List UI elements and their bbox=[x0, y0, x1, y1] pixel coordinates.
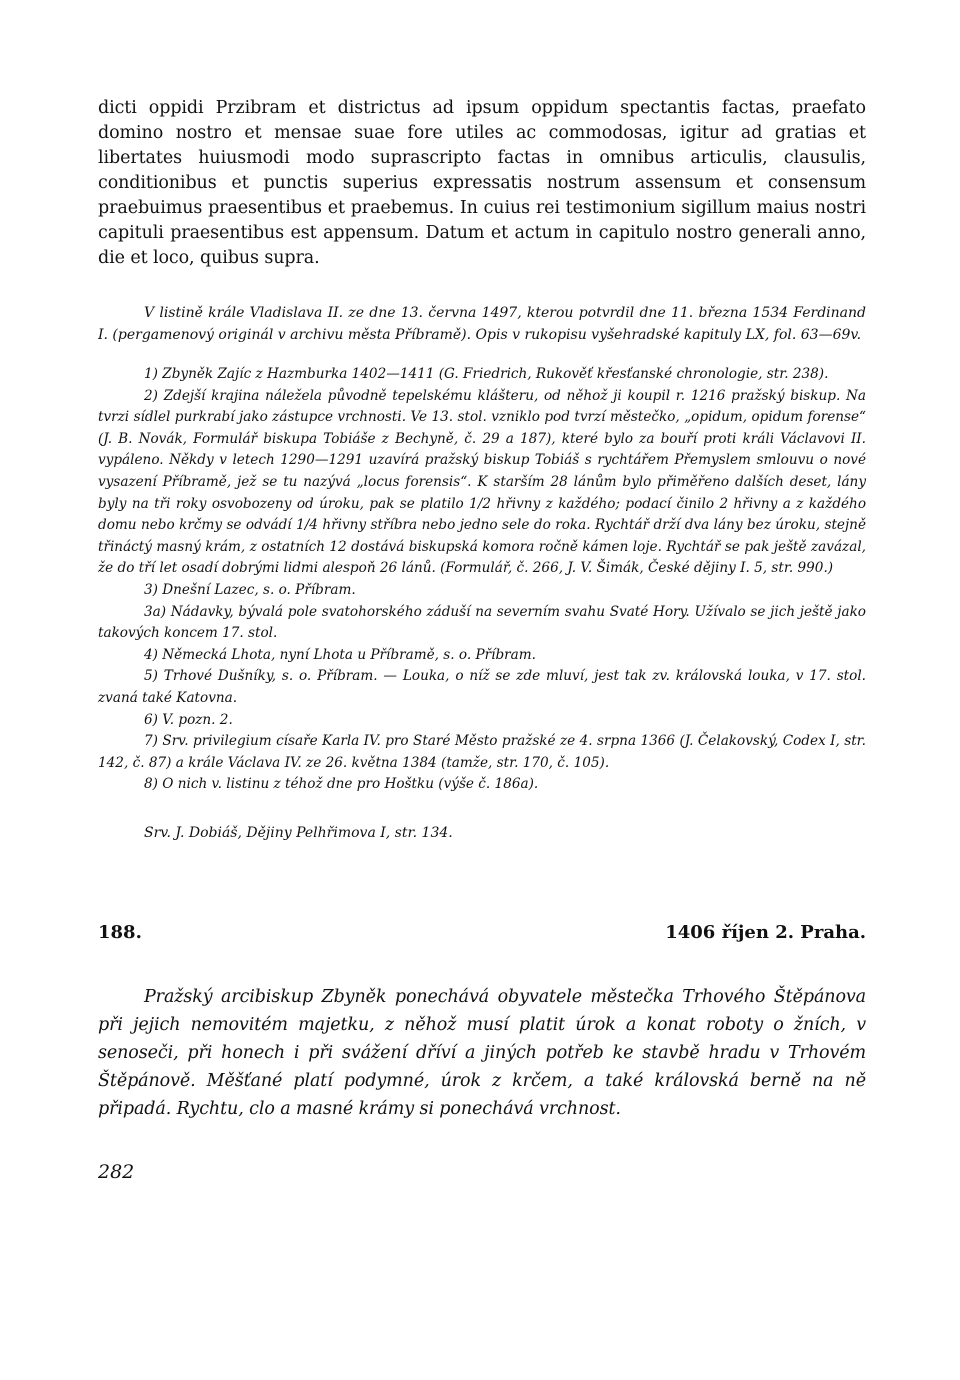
footnote-text: Nádavky, bývalá pole svatohorského záduší na severním svahu Svaté Hory. Užívalo se jich ještě jako takových koncem 17. stol. bbox=[98, 603, 866, 642]
footnote bbox=[98, 364, 866, 386]
source-note: V listině krále Vladislava II. ze dne 13. června 1497, kterou potvrdil dne 11. března 1534 Ferdinand I. (pergamenový originál v archivu města Příbramě). Opis v rukopisu vyšehradské kapituly LX, fol. 63—69v. bbox=[98, 305, 866, 343]
footnote-mark: 3) bbox=[144, 581, 158, 598]
footnote-text: Zbyněk Zajíc z Hazmburka 1402—1411 (G. Friedrich, Rukověť křesťanské chronologie, str. 238). bbox=[162, 366, 829, 382]
footnote-mark: 3a) bbox=[144, 603, 167, 620]
footnote bbox=[98, 731, 866, 774]
footnote bbox=[98, 645, 866, 667]
document-date: 1406 říjen 2. Praha. bbox=[665, 921, 866, 943]
footnote-mark: 4) bbox=[144, 646, 158, 663]
footnote bbox=[98, 386, 866, 580]
literature-reference: Srv. J. Dobiáš, Dějiny Pelhřimova I, str. 134. bbox=[144, 824, 453, 841]
footnotes bbox=[98, 364, 866, 796]
regest-text: Pražský arcibiskup Zbyněk ponechává obyvatele městečka Trhového Štěpánova při jejich nemovitém majetku, z něhož musí platit úrok a konat roboty o žních, v senoseči, při honech i při svážení dříví a jiných potřeb ke stavbě hradu v Trhovém Štěpánově. Měšťané platí podymné, úrok z krčem, a také královská berně na ně připadá. Rychtu, clo a masné krámy si ponechává vrchnost. bbox=[98, 986, 866, 1119]
footnote-text: V. pozn. 2. bbox=[162, 711, 233, 728]
footnote-text: Srv. privilegium císaře Karla IV. pro Staré Město pražské ze 4. srpna 1366 (J. Čelakovský, Codex I, str. 142, č. 87) a krále Václava IV. ze 26. května 1384 (tamže, str. 170, č. 105). bbox=[98, 733, 866, 771]
footnote-mark: 8) bbox=[144, 776, 158, 793]
footnote-text: Zdejší krajina náležela původně tepelskému klášteru, od něhož ji koupil r. 1216 pražský biskup. Na tvrzi sídlel purkrabí jako zástupce vrchnosti. Ve 13. stol. vzniklo pod tvrzí městečko, „opidum, opidum forense“ (J. B. Novák, Formulář biskupa Tobiáše z Bechyně, č. 29 a 187), které bylo za bouří proti králi Václavovi II. vypáleno. Někdy v letech 1290—1291 uzavírá pražský biskup Tobiáš s rychtářem Přemyslem smlouvu o nové vysazení Příbramě, jež se tu nazývá „locus forensis“. K starším 28 lánům bylo přiměřeno dalších deset, lány byly na tři roky osvobozeny od úroku, pak se platilo 1/2 hřivny z každého; podací činilo 2 hřivny a z každého domu nebo krčmy se odvádí 1/4 hřivny stříbra nebo jedno sele do roka. Rychtář drží dva lány bez úroku, stejně třináctý masný krám, z ostatních 12 dostává biskupská komora ročně kámen loje. Rychtář se pak ještě zavázal, že do tří let osadí dobrými lidmi alespoň 26 lánů. (Formulář, č. 266, J. V. Šimák, České dějiny I. 5, str. 990.) bbox=[98, 387, 867, 577]
footnote-text: Německá Lhota, nyní Lhota u Příbramě, s. o. Příbram. bbox=[162, 646, 536, 663]
footnote bbox=[98, 602, 866, 645]
footnote-mark: 1) bbox=[144, 366, 158, 382]
footnote-text: Trhové Dušníky, s. o. Příbram. — Louka, o níž se zde mluví, jest tak zv. královská louka, v 17. stol. zvaná také Katovna. bbox=[98, 668, 867, 706]
page-number: 282 bbox=[98, 1160, 135, 1183]
footnote bbox=[98, 710, 866, 732]
footnote bbox=[98, 774, 866, 796]
footnote bbox=[98, 580, 866, 602]
footnote-mark: 7) bbox=[144, 733, 158, 750]
latin-text: dicti oppidi Przibram et districtus ad ipsum oppidum spectantis factas, praefato domino nostro et mensae suae fore utiles ac commodosas, igitur ad gratias et libertates huiusmodi modo suprascripto factas in omnibus articulis, clausulis, conditionibus et punctis superius expressatis nostrum assensum et consensum praebuimus praesentibus et praebemus. In cuius rei testimonium sigillum maius nostri capituli praesentibus est appensum. Datum et actum in capitulo nostro generali anno, die et loco, quibus supra. bbox=[98, 98, 866, 268]
document-header bbox=[98, 922, 866, 943]
footnote-mark: 2) bbox=[144, 387, 158, 404]
footnote bbox=[98, 666, 866, 709]
footnote-text: Dnešní Lazec, s. o. Příbram. bbox=[162, 581, 356, 598]
footnote-text: O nich v. listinu z téhož dne pro Hoštku (výše č. 186a). bbox=[162, 776, 539, 793]
document-number: 188. bbox=[98, 921, 142, 943]
document-page bbox=[98, 96, 866, 1183]
footnote-mark: 5) bbox=[144, 668, 158, 685]
footnote-mark: 6) bbox=[144, 711, 158, 728]
